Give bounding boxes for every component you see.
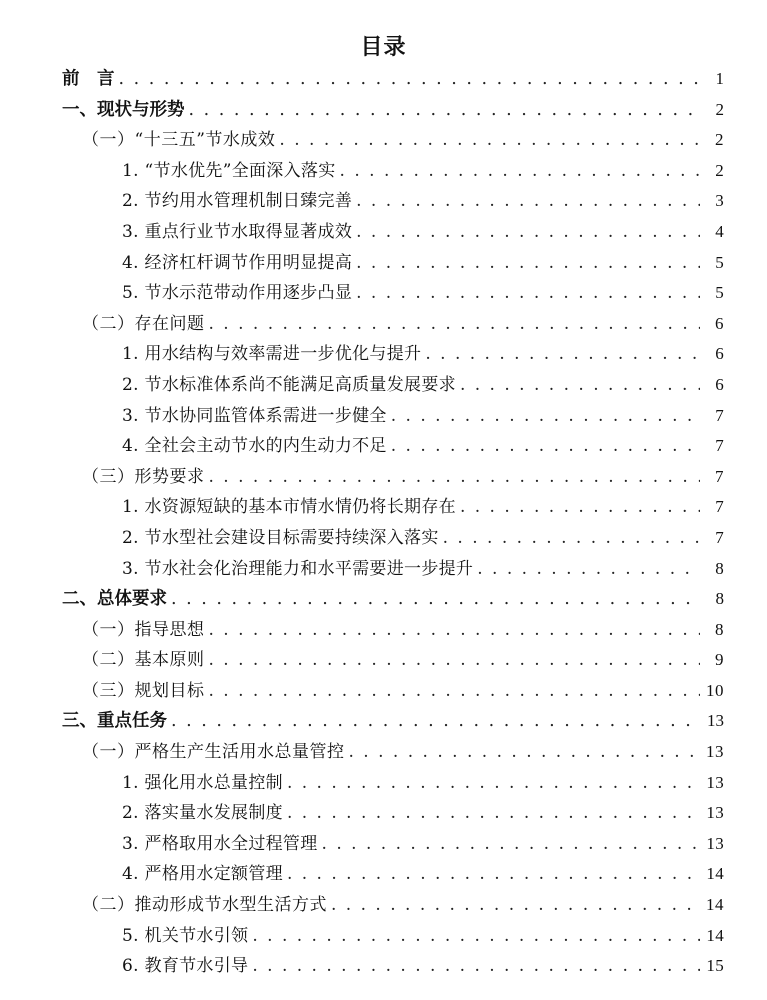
toc-entry-text: 三、重点任务	[62, 711, 167, 732]
toc-entry-text: 二、总体要求	[62, 589, 167, 610]
toc-page-number: 8	[715, 589, 724, 609]
toc-entry[interactable]	[0, 676, 767, 707]
toc-page-number: 10	[706, 680, 724, 700]
toc-entry[interactable]	[0, 370, 767, 401]
toc-entry[interactable]	[0, 645, 767, 676]
toc-dot-leader	[171, 584, 700, 615]
toc-page-number: 13	[706, 742, 724, 762]
toc-entry-text: （一）指导思想	[82, 619, 205, 640]
toc-entry[interactable]	[0, 339, 767, 370]
toc-list	[0, 64, 767, 982]
toc-dot-leader	[171, 706, 700, 737]
toc-dot-leader	[189, 95, 701, 126]
toc-entry-text: 4. 全社会主动节水的内生动力不足	[122, 436, 387, 457]
toc-page-number: 1	[715, 69, 724, 88]
toc-entry-text: 一、现状与形势	[62, 99, 185, 120]
toc-dot-leader	[209, 645, 701, 676]
toc-entry[interactable]	[0, 217, 767, 248]
toc-dot-leader	[331, 890, 700, 921]
toc-page-number: 13	[706, 833, 724, 853]
toc-page-number: 8	[715, 558, 724, 578]
toc-entry[interactable]	[0, 798, 767, 829]
toc-dot-leader	[209, 676, 701, 707]
toc-entry-text: 1. 用水结构与效率需进一步优化与提升	[122, 344, 422, 365]
toc-page-number: 15	[706, 956, 724, 976]
toc-page-number: 7	[715, 405, 724, 425]
toc-dot-leader	[340, 156, 700, 187]
toc-page-number: 2	[715, 99, 724, 119]
toc-entry-text: 2. 节水型社会建设目标需要持续深入落实	[122, 527, 439, 548]
toc-entry-text: 3. 严格取用水全过程管理	[122, 833, 318, 854]
toc-page-number: 6	[715, 374, 724, 394]
toc-title: 目录	[360, 34, 407, 60]
toc-dot-leader	[209, 309, 701, 340]
toc-page-number: 3	[715, 191, 724, 211]
toc-dot-leader	[425, 339, 700, 370]
toc-dot-leader	[209, 615, 701, 646]
toc-entry[interactable]	[0, 64, 767, 95]
toc-page-number: 9	[715, 650, 724, 670]
toc-page-number: 4	[715, 221, 724, 241]
toc-entry-text: （一）“十三五”节水成效	[82, 130, 276, 151]
toc-page-number: 13	[706, 803, 724, 823]
toc-entry[interactable]	[0, 125, 767, 156]
toc-entry[interactable]	[0, 706, 767, 737]
toc-entry[interactable]	[0, 401, 767, 432]
toc-entry[interactable]	[0, 951, 767, 982]
toc-page-number: 7	[715, 527, 724, 547]
toc-entry-text: 2. 节约用水管理机制日臻完善	[122, 191, 353, 212]
toc-dot-leader	[356, 248, 700, 279]
toc-entry[interactable]	[0, 890, 767, 921]
toc-dot-leader	[252, 951, 700, 982]
toc-entry[interactable]	[0, 921, 767, 952]
toc-page-number: 7	[715, 466, 724, 486]
toc-page-number: 2	[715, 160, 724, 180]
toc-page-number: 7	[715, 436, 724, 456]
toc-entry-text: （二）基本原则	[82, 650, 205, 671]
toc-entry-text: 5. 节水示范带动作用逐步凸显	[122, 283, 353, 304]
toc-entry[interactable]	[0, 523, 767, 554]
toc-dot-leader	[391, 431, 700, 462]
toc-entry[interactable]	[0, 492, 767, 523]
toc-entry-text: （三）形势要求	[82, 466, 205, 487]
toc-entry-text: 前 言	[62, 69, 115, 89]
toc-entry[interactable]	[0, 584, 767, 615]
toc-entry[interactable]	[0, 462, 767, 493]
toc-entry[interactable]	[0, 248, 767, 279]
toc-entry[interactable]	[0, 615, 767, 646]
toc-dot-leader	[443, 523, 700, 554]
toc-entry-text: 2. 落实量水发展制度	[122, 803, 283, 824]
toc-page-number: 2	[715, 130, 724, 150]
toc-page-number: 7	[715, 497, 724, 517]
toc-dot-leader	[279, 125, 700, 156]
toc-dot-leader	[356, 278, 700, 309]
toc-entry-text: 2. 节水标准体系尚不能满足高质量发展要求	[122, 374, 456, 395]
toc-page-number: 13	[706, 772, 724, 792]
toc-entry[interactable]	[0, 186, 767, 217]
toc-entry-text: 1. 强化用水总量控制	[122, 772, 283, 793]
toc-page-number: 6	[715, 313, 724, 333]
toc-entry-text: （二）推动形成节水型生活方式	[82, 895, 327, 916]
toc-entry[interactable]	[0, 95, 767, 126]
toc-entry-text: 4. 严格用水定额管理	[122, 864, 283, 885]
toc-entry[interactable]	[0, 859, 767, 890]
toc-entry-text: 3. 重点行业节水取得显著成效	[122, 221, 353, 242]
toc-entry-text: 3. 节水协同监管体系需进一步健全	[122, 405, 387, 426]
toc-dot-leader	[287, 768, 700, 799]
toc-page-number: 14	[706, 864, 724, 884]
toc-dot-leader	[356, 217, 700, 248]
toc-entry[interactable]	[0, 554, 767, 585]
toc-dot-leader	[391, 401, 700, 432]
toc-entry-text: （二）存在问题	[82, 313, 205, 334]
toc-page-number: 14	[706, 895, 724, 915]
toc-dot-leader	[287, 798, 700, 829]
toc-page-number: 5	[715, 252, 724, 272]
toc-entry[interactable]	[0, 829, 767, 860]
toc-dot-leader	[460, 370, 700, 401]
toc-page-number: 5	[715, 283, 724, 303]
toc-dot-leader	[356, 186, 700, 217]
toc-entry[interactable]	[0, 309, 767, 340]
toc-entry-text: 3. 节水社会化治理能力和水平需要进一步提升	[122, 558, 474, 579]
toc-entry-text: 6. 教育节水引导	[122, 956, 249, 977]
toc-dot-leader	[349, 737, 701, 768]
toc-entry[interactable]	[0, 737, 767, 768]
toc-entry[interactable]	[0, 156, 767, 187]
toc-dot-leader	[460, 492, 700, 523]
toc-dot-leader	[322, 829, 700, 860]
toc-entry-text: 5. 机关节水引领	[122, 925, 249, 946]
toc-entry-text: 1. “节水优先”全面深入落实	[122, 160, 336, 181]
toc-page-number: 6	[715, 344, 724, 364]
toc-dot-leader	[252, 921, 700, 952]
toc-entry-text: 4. 经济杠杆调节作用明显提高	[122, 252, 353, 273]
toc-entry[interactable]	[0, 431, 767, 462]
toc-entry[interactable]	[0, 278, 767, 309]
toc-dot-leader	[119, 64, 701, 95]
toc-dot-leader	[209, 462, 701, 493]
toc-entry-text: （三）规划目标	[82, 680, 205, 701]
toc-entry-text: 1. 水资源短缺的基本市情水情仍将长期存在	[122, 497, 456, 518]
toc-page-number: 13	[707, 711, 724, 731]
toc-page-number: 14	[706, 925, 724, 945]
toc-dot-leader	[287, 859, 700, 890]
toc-entry[interactable]	[0, 768, 767, 799]
toc-dot-leader	[477, 554, 700, 585]
toc-page-number: 8	[715, 619, 724, 639]
toc-entry-text: （一）严格生产生活用水总量管控	[82, 742, 345, 763]
